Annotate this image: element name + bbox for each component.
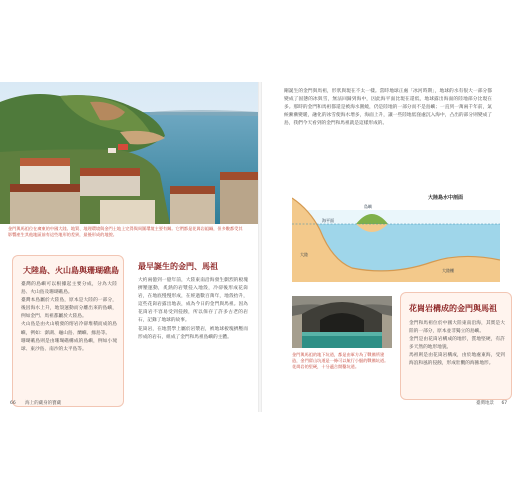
coastline-photo (0, 82, 258, 224)
section-body: 大約兩億到一億年前，大陸東南沿海發生劇烈的板塊擠壓運動，炙熱的岩漿侵入地殼，冷卻後形成花崗岩，在地底慢慢形成，在經過數百萬年，地殼抬升，這些花崗岩露出地表，成為今日的金門與馬祖。因為花崗岩不容易受到侵蝕，所以保存了許多古老的岩石，記錄了地球的故事。 花崗岩，在地質學上屬於岩漿岩，被地球板塊擠壓而形成的岩石，組成了金門和馬祖島嶼的主體。 (138, 278, 248, 340)
coastline-illustration (0, 82, 258, 224)
page-number (10, 400, 61, 406)
box-title: 花崗岩構成的金門與馬祖 (409, 303, 497, 313)
label-continental-shelf: 大陸棚 (442, 268, 454, 273)
diagram-title: 大陸島水中剖面 (428, 195, 464, 201)
page-number-value: 67 (501, 401, 508, 406)
page-number-value: 66 (10, 401, 16, 406)
tunnel-illustration (292, 296, 392, 348)
tunnel-caption: 金門與馬祖的地下坑道，都是由軍方為了戰備所建造，金門翟山坑道是一條可以航行小艇的戰備坑道。花崗岩的堅硬，十分適合開鑿坑道。 (292, 352, 389, 369)
box-title: 大陸島、火山島與珊瑚礁島 (23, 265, 119, 275)
label-sea-level: 海平面 (322, 218, 334, 223)
running-title: 海上的藏身的寶藏 (25, 401, 62, 406)
intro-paragraph: 剛誕生的金門與馬祖，形狀與現在不太一樣。當時地球正處「冰河時期」，地球的水有很大一部分都變成了固態的冰與雪，無法回歸到海中，因此海平面比現在還低，地球露出海面的陸地部分比現在多。那時的金門和馬祖都還是被海水圍繞，仍是陸地的一部分而不是島嶼；一直到一萬兩千年前，氣候漸漸變暖，融化的冰雪使海水增多，海面上升，讓一些陸地低窪處沉入海中，凸出的部分則變成了島，我們今天看到的金門和馬祖就是這樣形成的。 (284, 89, 492, 127)
box-body: 臺灣的島嶼可以根據起主要分成，分為大陸島、火山島及珊瑚礁島。 臺灣本島屬於大陸島，原本是大陸的一部分，後因海水上升，地殼運動而分離出來的島嶼，例如金門、馬祖都屬於大陸島。 火山島是由火山噴發的熔岩冷卻堆積而成的島嶼，例如：澎湖、龜山島、蘭嶼、綠島等。 珊瑚礁島則是由珊瑚礁構成的島嶼，例如小琉球、東沙島、南沙的太平島等。 (21, 282, 117, 352)
cross-section-graphic (292, 190, 500, 282)
section-title: 最早誕生的金門、馬祖 (138, 261, 218, 271)
sidebar-box-granite (400, 292, 512, 400)
left-page (0, 82, 258, 412)
island-cross-section-diagram (292, 190, 500, 282)
book-gutter (258, 82, 262, 412)
page-number (476, 400, 507, 406)
tunnel-photo (292, 296, 392, 348)
photo-caption: 金門與馬祖位在廣東的中國大陸。地質、地理環境與金門土地上完得與周圍環境主要有關。它們都是花崗岩組織，但多數都受其影響產生其他地區前有這些地形的差異，最後形成的地貌。 (8, 226, 243, 237)
box-body: 金門和馬祖位於中國大陸東南沿海，其實是大陸的一部分，原本並非獨立的島嶼。 金門是由花崗岩構成的地形，質地堅硬，有許多天然的地形地貌。 馬祖則是由花崗岩構成，由於地處東海，受到海浪和風的侵蝕，形成壯觀的海蝕地形。 (409, 321, 505, 367)
label-continent: 大陸 (300, 252, 308, 257)
right-page (262, 82, 520, 412)
label-island: 島嶼 (364, 204, 372, 209)
running-title: 臺灣地景 (476, 401, 494, 406)
sidebar-box-island-types (12, 255, 124, 407)
